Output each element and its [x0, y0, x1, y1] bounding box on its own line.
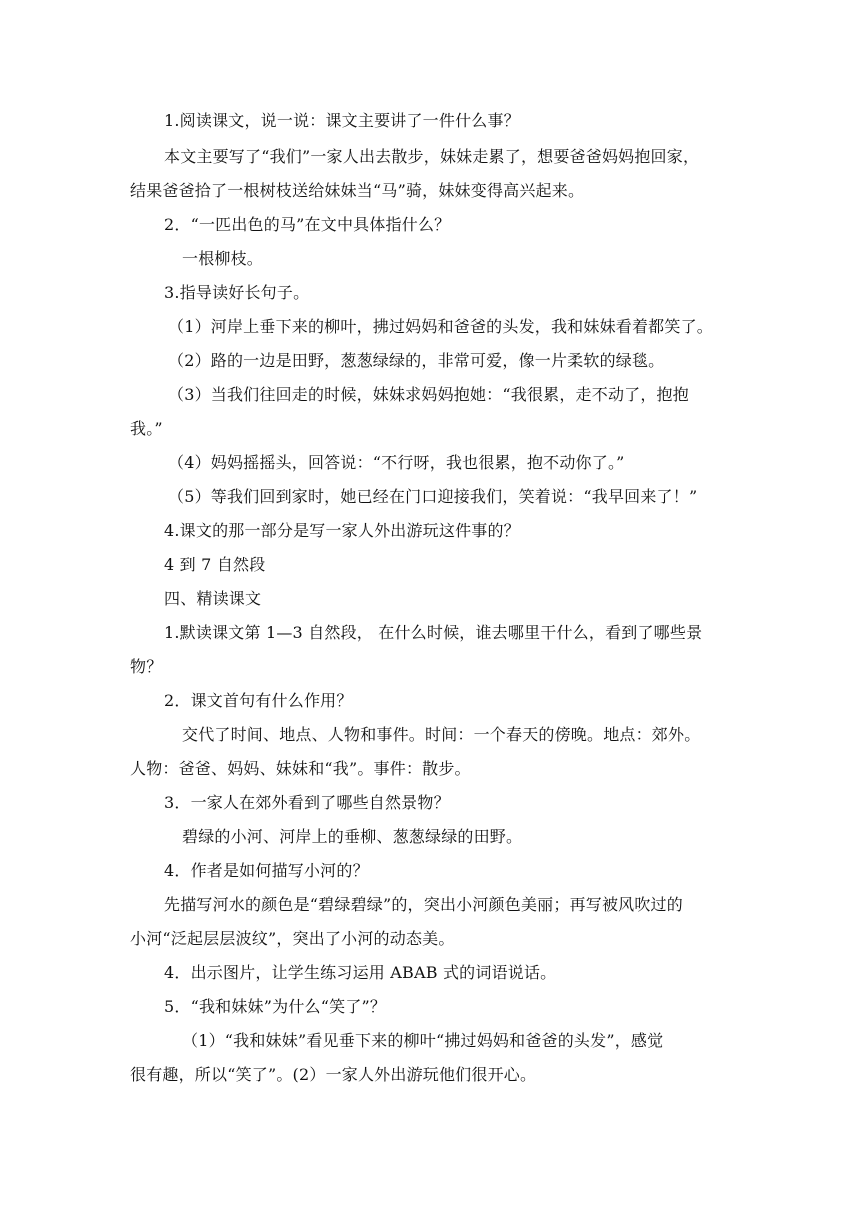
- sentence-3-line-2: 我。”: [130, 419, 163, 438]
- reading-answer-2-line-1: 交代了时间、地点、人物和事件。时间：一个春天的傍晚。地点：郊外。: [182, 725, 701, 744]
- item-3-heading: 3.指导读好长句子。: [164, 283, 310, 302]
- reading-answer-4-line-2: 小河“泛起层层波纹”，突出了小河的动态美。: [130, 929, 455, 948]
- reading-task-2: 2．课文首句有什么作用？: [164, 691, 353, 710]
- answer-1-line-1: 本文主要写了“我们”一家人出去散步，妹妹走累了，想要爸爸妈妈抱回家，: [164, 147, 700, 166]
- reading-task-5: 5．“我和妹妹”为什么“笑了”？: [164, 997, 387, 1016]
- question-1: 1.阅读课文，说一说：课文主要讲了一件什么事？: [164, 111, 520, 130]
- answer-1-line-2: 结果爸爸拾了一根树枝送给妹妹当“马”骑，妹妹变得高兴起来。: [130, 181, 585, 200]
- reading-task-4: 4．作者是如何描写小河的？: [164, 861, 369, 880]
- reading-answer-4-line-1: 先描写河水的颜色是“碧绿碧绿”的，突出小河颜色美丽；再写被风吹过的: [164, 895, 683, 914]
- sentence-2: （2）路的一边是田野，葱葱绿绿的，非常可爱，像一片柔软的绿毯。: [168, 351, 665, 370]
- section-heading: 四、精读课文: [164, 589, 262, 608]
- answer-2: 一根柳枝。: [182, 249, 264, 268]
- reading-answer-5-line-1: （1）“我和妹妹”看见垂下来的柳叶“拂过妈妈和爸爸的头发”，感觉: [182, 1031, 664, 1050]
- reading-task-4b: 4．出示图片，让学生练习运用 ABAB 式的词语说话。: [164, 963, 557, 982]
- question-2: 2．“一匹出色的马”在文中具体指什么？: [164, 215, 451, 234]
- answer-4: 4 到 7 自然段: [164, 555, 266, 574]
- reading-task-3: 3．一家人在郊外看到了哪些自然景物？: [164, 793, 450, 812]
- reading-answer-5-line-2: 很有趣，所以“笑了”。(2）一家人外出游玩他们很开心。: [130, 1065, 537, 1084]
- sentence-4: （4）妈妈摇摇头，回答说：“不行呀，我也很累，抱不动你了。”: [168, 453, 625, 472]
- sentence-3-line-1: （3）当我们往回走的时候，妹妹求妈妈抱她：“我很累，走不动了，抱抱: [168, 385, 689, 404]
- question-4: 4.课文的那一部分是写一家人外出游玩这件事的？: [164, 521, 520, 540]
- reading-task-1-line-1: 1.默读课文第 1—3 自然段， 在什么时候，谁去哪里干什么，看到了哪些景: [164, 623, 703, 642]
- reading-task-1-line-2: 物？: [130, 657, 163, 676]
- reading-answer-3: 碧绿的小河、河岸上的垂柳、葱葱绿绿的田野。: [182, 827, 523, 846]
- sentence-1: （1）河岸上垂下来的柳叶，拂过妈妈和爸爸的头发，我和妹妹看着都笑了。: [168, 317, 713, 336]
- sentence-5: （5）等我们回到家时，她已经在门口迎接我们，笑着说：“我早回来了！”: [168, 487, 698, 506]
- reading-answer-2-line-2: 人物：爸爸、妈妈、妹妹和“我”。事件：散步。: [130, 759, 471, 778]
